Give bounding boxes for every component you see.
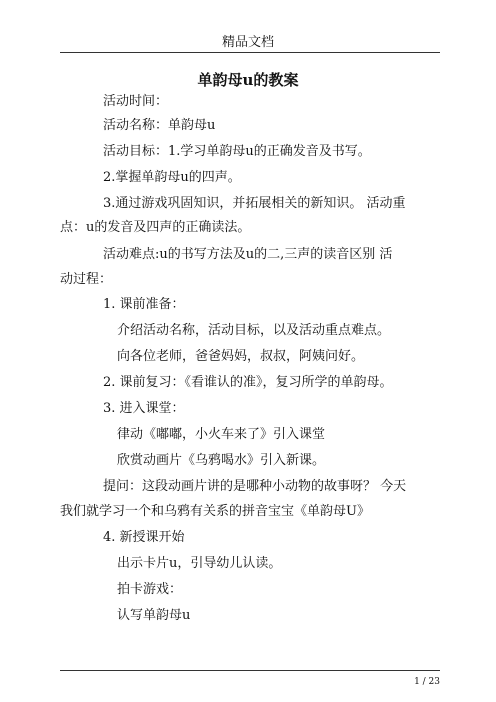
activity-goal-3: 3.通过游戏巩固知识，并拓展相关的新知识。 活动重 (103, 196, 406, 211)
activity-time: 活动时间： (103, 94, 169, 109)
step-3-line-2: 欣赏动画片《乌鸦喝水》引入新课。 (117, 453, 326, 468)
step-1-line-2: 向各位老师，爸爸妈妈，叔叔，阿姨问好。 (117, 349, 365, 364)
difficult-point: 活动难点:u的书写方法及u的二,三声的读音区别 活 (103, 247, 393, 262)
step-2-heading: 2. 课前复习：《看谁认的准》，复习所学的单韵母。 (103, 375, 393, 390)
key-point: 点：u的发音及四声的正确读法。 (60, 220, 251, 235)
activity-name: 活动名称：单韵母u (103, 118, 216, 133)
activity-goal-1: 活动目标：1.学习单韵母u的正确发音及书写。 (103, 144, 371, 159)
footer-rule (60, 670, 440, 671)
page-header: 精品文档 (221, 35, 274, 50)
question-line-2: 我们就学习一个和乌鸦有关系的拼音宝宝《单韵母U》 (60, 504, 370, 519)
step-4-line-2: 拍卡游戏： (117, 582, 183, 597)
question-line-1: 提问：这段动画片讲的是哪种小动物的故事呀？ 今天 (103, 479, 407, 494)
step-1-heading: 1. 课前准备： (103, 297, 185, 312)
header-rule (60, 52, 440, 53)
step-4-line-3: 认写单韵母u (117, 608, 191, 623)
step-3-heading: 3. 进入课堂： (103, 401, 185, 416)
process-heading: 动过程： (60, 272, 113, 287)
activity-goal-2: 2.掌握单韵母u的四声。 (103, 170, 241, 185)
step-4-heading: 4. 新授课开始 (103, 530, 185, 545)
step-1-line-1: 介绍活动名称，活动目标，以及活动重点难点。 (117, 323, 391, 338)
document-title: 单韵母u的教案 (197, 71, 299, 89)
page-number: 1 / 23 (414, 677, 440, 687)
step-4-line-1: 出示卡片u，引导幼儿认读。 (117, 556, 282, 571)
step-3-line-1: 律动《嘟嘟，小火车来了》引入课堂 (117, 427, 326, 442)
